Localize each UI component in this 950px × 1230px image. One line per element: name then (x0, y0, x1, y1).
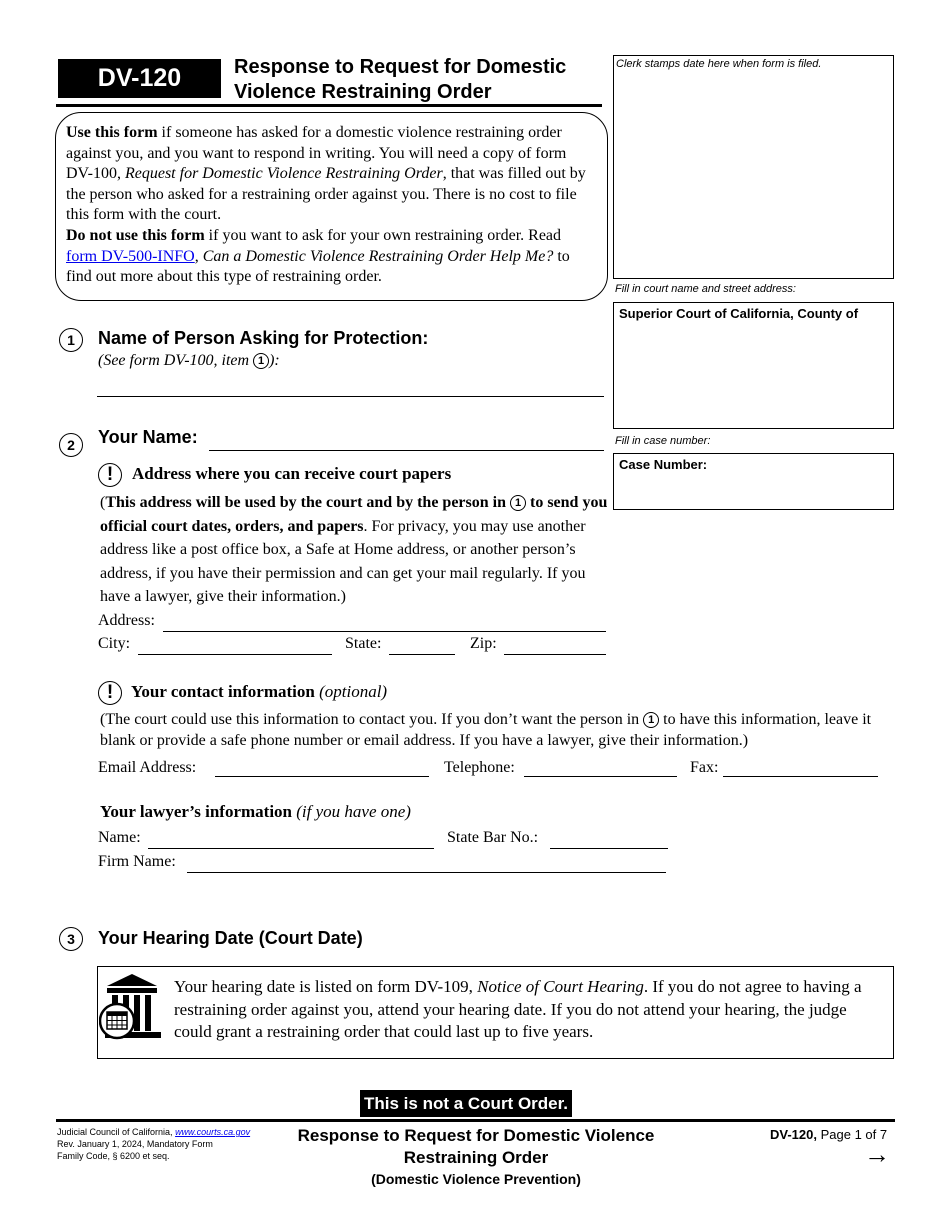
courts-website-link[interactable]: www.courts.ca.gov (175, 1127, 251, 1137)
telephone-label: Telephone: (444, 759, 515, 776)
footer-page-info: DV-120, Page 1 of 7 (770, 1127, 888, 1142)
lawyer-name-label: Name: (98, 829, 141, 846)
fax-label: Fax: (690, 759, 719, 776)
case-number-box[interactable] (613, 453, 894, 510)
case-number-label: Case Number: (619, 457, 708, 472)
court-name-value: Superior Court of California, County of (619, 306, 859, 321)
hearing-date-text: Your hearing date is listed on form DV-109, Notice of Court Hearing. If you do not agree to having a restraining order against you, attend your hearing date. If you do not attend your hearing, the judge could grant a restraining order that could last up to five years. (174, 977, 862, 1041)
intro-box: Use this form if someone has asked for a domestic violence restraining order against you, and you want to respond in writing. You will need a copy of form DV-100, Request for Domestic Violence Restraining Order, that was filled out by the person who asked for a restraining order against you. There is no cost to file this form with the court. Do not use this form if you want to ask for your own restraining order. Read form DV-500-INFO, Can a Domestic Violence Restraining Order Help Me? to find out more about this type of restraining order. (55, 112, 608, 301)
footer-left: Judicial Council of California, www.courts.ca.gov Rev. January 1, 2024, Mandatory Form Family Code, § 6200 et seq. (57, 1127, 251, 1161)
protected-person-name-field[interactable] (97, 396, 604, 397)
item-1-number: 1 (59, 328, 83, 352)
item-2-number: 2 (59, 433, 83, 457)
contact-heading: Your contact information (optional) (131, 682, 388, 701)
city-label: City: (98, 635, 131, 652)
clerk-stamp-label: Clerk stamps date here when form is filed. (616, 58, 822, 70)
state-label: State: (345, 635, 382, 652)
address-heading: Address where you can receive court papers (132, 464, 452, 483)
state-bar-field[interactable] (550, 848, 668, 849)
form-title: Response to Request for Domestic Violence Restraining Order (234, 56, 567, 103)
city-field[interactable] (138, 654, 332, 655)
address-field[interactable] (163, 631, 606, 632)
clerk-stamp-box[interactable] (613, 55, 894, 279)
alert-icon: ! (98, 463, 122, 487)
your-name-field[interactable] (209, 450, 604, 451)
dv-500-info-link[interactable]: form DV-500-INFO (66, 247, 195, 265)
lawyer-name-field[interactable] (148, 848, 434, 849)
item-1-title: Name of Person Asking for Protection: (98, 328, 429, 348)
item-2-title: Your Name: (98, 427, 198, 447)
address-instructions: (This address will be used by the court and by the person in 1 to send you official court dates, orders, and papers. For privacy, you may use another address like a post office box, a Safe at Home address, or another person’s address, if you have their permission and can get your mail regularly. If you have a lawyer, give their information.) (100, 494, 608, 605)
item-3-number: 3 (59, 927, 83, 951)
header-rule (56, 104, 602, 107)
fax-field[interactable] (723, 776, 878, 777)
footer-title: Response to Request for Domestic Violence Restraining Order (Domestic Violence Prevention) (297, 1126, 655, 1187)
next-page-arrow-icon[interactable]: → (864, 1139, 890, 1169)
firm-name-label: Firm Name: (98, 853, 176, 870)
item-3-title: Your Hearing Date (Court Date) (98, 928, 363, 948)
alert-icon: ! (98, 681, 122, 705)
form-id-badge (58, 59, 221, 98)
form-id: DV-120 (97, 64, 182, 92)
zip-field[interactable] (504, 654, 606, 655)
item-1-hint: (See form DV-100, item 1 ): (98, 352, 280, 369)
email-field[interactable] (215, 776, 429, 777)
case-label: Fill in case number: (615, 435, 711, 447)
contact-instructions: (The court could use this information to contact you. If you don’t want the person in 1 to have this information, leave it blank or provide a safe phone number or email address. If you have a lawyer, give their information.) (100, 711, 872, 749)
state-bar-label: State Bar No.: (447, 829, 539, 846)
not-court-order-banner: This is not a Court Order. (360, 1090, 572, 1117)
telephone-field[interactable] (524, 776, 677, 777)
zip-label: Zip: (470, 635, 497, 652)
state-field[interactable] (389, 654, 455, 655)
email-label: Email Address: (98, 759, 197, 776)
lawyer-heading: Your lawyer’s information (if you have one) (100, 802, 411, 821)
footer-rule (56, 1119, 895, 1122)
court-name-box[interactable] (613, 302, 894, 429)
address-label: Address: (98, 612, 155, 629)
court-label: Fill in court name and street address: (615, 283, 796, 295)
courthouse-calendar-icon (99, 972, 163, 1040)
firm-name-field[interactable] (187, 872, 666, 873)
